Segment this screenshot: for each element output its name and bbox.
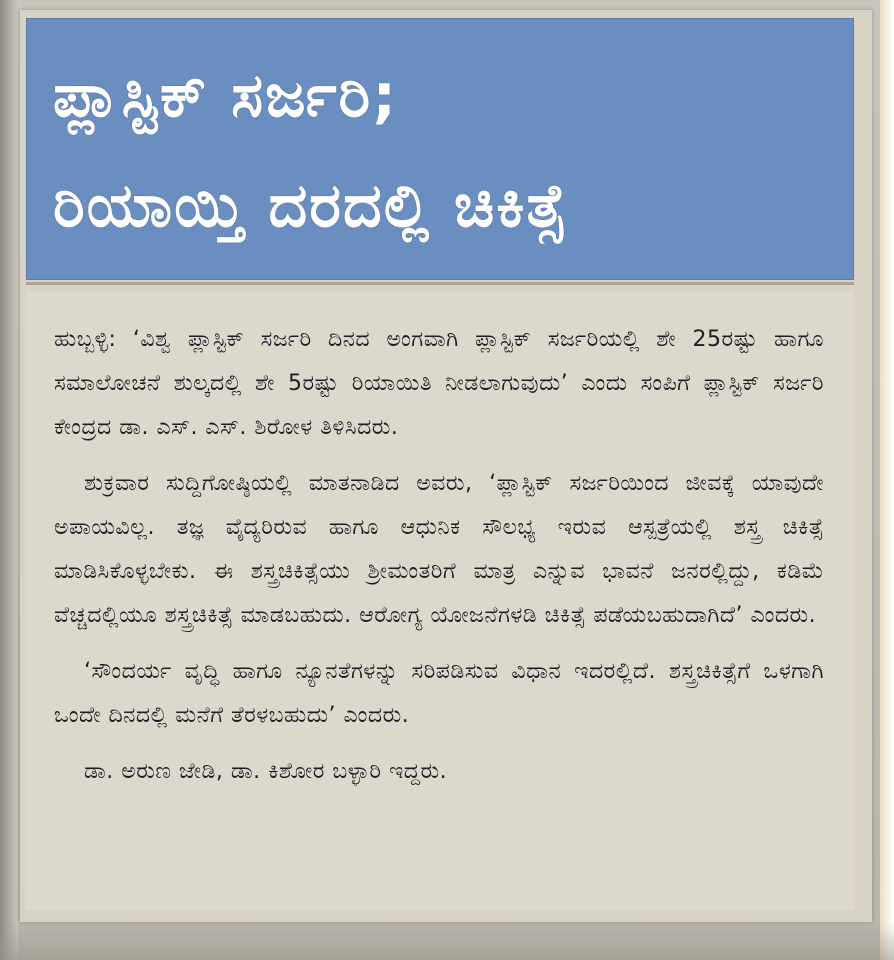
newspaper-clipping <box>20 10 872 922</box>
photo-edge-right <box>880 0 894 960</box>
photo-bottom-shadow <box>0 922 894 960</box>
article-paragraph-2: ಶುಕ್ರವಾರ ಸುದ್ದಿಗೋಷ್ಠಿಯಲ್ಲಿ ಮಾತನಾಡಿದ ಅವರು, ‘ಪ್ಲಾಸ್ಟಿಕ್ ಸರ್ಜರಿಯಿಂದ ಜೀವಕ್ಕೆ ಯಾವುದೇ ಅಪಾಯವಿಲ್ಲ. ತಜ್ಞ ವೈದ್ಯರಿರುವ ಹಾಗೂ ಆಧುನಿಕ ಸೌಲಭ್ಯ ಇರುವ ಆಸ್ಪತ್ರೆಯಲ್ಲಿ ಶಸ್ತ್ರ ಚಿಕಿತ್ಸೆ ಮಾಡಿಸಿಕೊಳ್ಳಬೇಕು. ಈ ಶಸ್ತ್ರಚಿಕಿತ್ಸೆಯು ಶ್ರೀಮಂತರಿಗೆ ಮಾತ್ರ ಎನ್ನುವ ಭಾವನೆ ಜನರಲ್ಲಿದ್ದು, ಕಡಿಮೆ ವೆಚ್ಚದಲ್ಲಿಯೂ ಶಸ್ತ್ರಚಿಕಿತ್ಸೆ ಮಾಡಬಹುದು. ಆರೋಗ್ಯ ಯೋಜನೆಗಳಡಿ ಚಿಕಿತ್ಸೆ ಪಡೆಯಬಹುದಾಗಿದೆ’ ಎಂದರು. <box>54 471 824 628</box>
article-body <box>26 292 854 910</box>
article-paragraph-1: ಹುಬ್ಬಳ್ಳಿ: ‘ವಿಶ್ವ ಪ್ಲಾಸ್ಟಿಕ್ ಸರ್ಜರಿ ದಿನದ ಅಂಗವಾಗಿ ಪ್ಲಾಸ್ಟಿಕ್ ಸರ್ಜರಿಯಲ್ಲಿ ಶೇ 25ರಷ್ಟು ಹಾಗೂ ಸಮಾಲೋಚನೆ ಶುಲ್ಕದಲ್ಲಿ ಶೇ 5ರಷ್ಟು ರಿಯಾಯಿತಿ ನೀಡಲಾಗುವುದು’ ಎಂದು ಸಂಪಿಗೆ ಪ್ಲಾಸ್ಟಿಕ್ ಸರ್ಜರಿ ಕೇಂದ್ರದ ಡಾ. ಎಸ್. ಎಸ್. ಶಿರೋಳ ತಿಳಿಸಿದರು. <box>54 327 824 440</box>
photo-edge-left <box>0 0 18 960</box>
headline-banner <box>26 18 854 280</box>
article-paragraph-4: ಡಾ. ಅರುಣ ಜೇಡಿ, ಡಾ. ಕಿಶೋರ ಬಳ್ಳಾರಿ ಇದ್ದರು. <box>84 759 448 784</box>
headline-line-1: ಪ್ಲಾಸ್ಟಿಕ್ ಸರ್ಜರಿ; <box>53 61 399 131</box>
article-paragraph-3: ‘ಸೌಂದರ್ಯ ವೃದ್ಧಿ ಹಾಗೂ ನ್ಯೂನತೆಗಳನ್ನು ಸರಿಪಡಿಸುವ ವಿಧಾನ ಇದರಲ್ಲಿದೆ. ಶಸ್ತ್ರಚಿಕಿತ್ಸೆಗೆ ಒಳಗಾಗಿ ಒಂದೇ ದಿನದಲ್ಲಿ ಮನೆಗೆ ತೆರಳಬಹುದು’ ಎಂದರು. <box>54 659 824 728</box>
headline-line-2: ರಿಯಾಯ್ತಿ ದರದಲ್ಲಿ ಚಿಕಿತ್ಸೆ <box>53 171 569 241</box>
headline-divider <box>26 282 854 285</box>
